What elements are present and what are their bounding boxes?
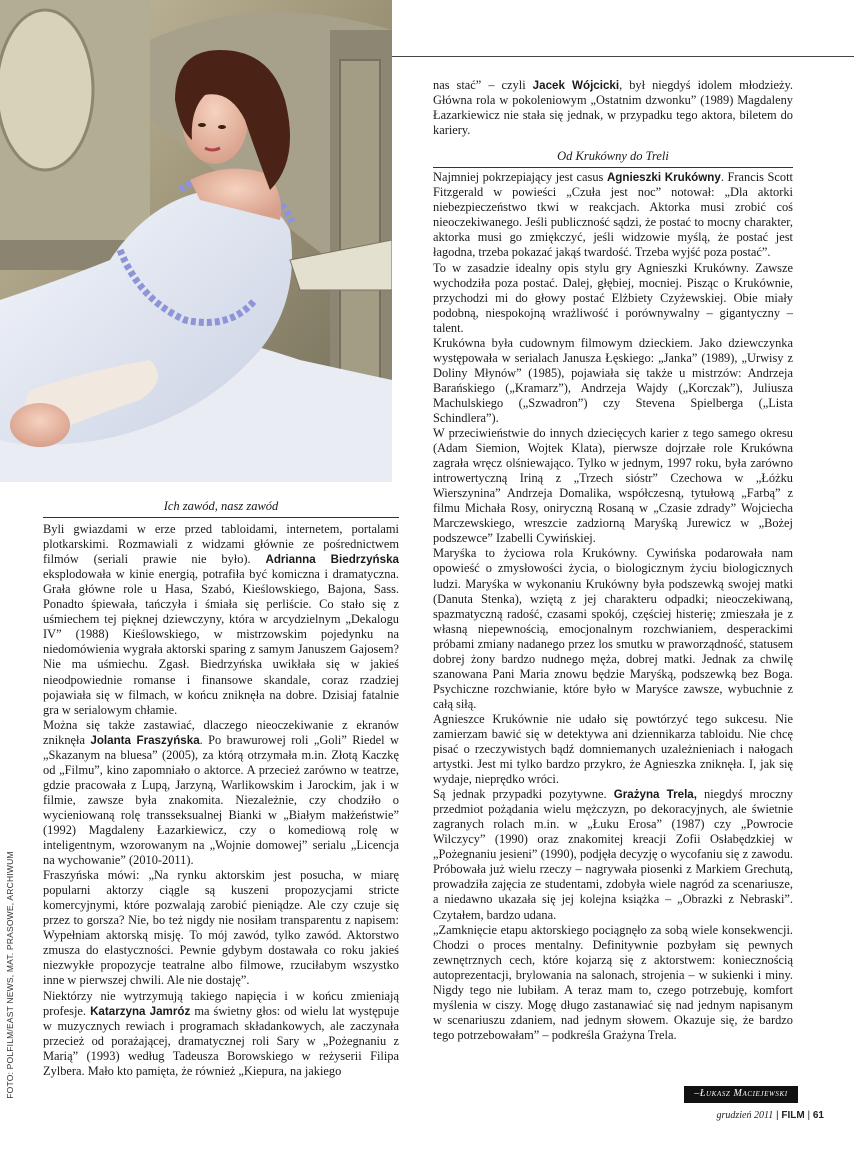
person-name: Adrianna Biedrzyńska	[265, 553, 399, 567]
paragraph: Są jednak przypadki pozytywne. Grażyna Trela, niegdyś mroczny przedmiot pożądania wielu mężczyzn, po dekoracyjnych, ale świetnie zagranych rolach m.in. w „Łuku Erosa” (1987) czy „Powrocie Wilczycy” (1990) oraz znakomitej kreacji Zofii Osłabędzkiej w „Pożegnaniu jesieni” (1990), podjęła decyzję o wycofaniu się z zawodu. Próbowała już wielu rzeczy – nagrywała piosenki z Markiem Grechutą, prowadziła zajęcia ze studentami, zdobyła wiele nagród za scenariusze, a niedawno ukazała się jej kolejna książka – „Obrazki z Nebraski”. Czytałem, bardzo udana.	[433, 787, 794, 922]
paragraph: Najmniej pokrzepiający jest casus Agnieszki Krukówny. Francis Scott Fitzgerald w powieści „Czuła jest noc” notował: „Dla aktorki niebezpieczeństwo tkwi w reakcjach. Aktorka musi zrobić coś nieoczekiwanego. Jeśli publiczność sądzi, że postać to mocny charakter, aktorka musi go zmiękczyć, jeśli widzowie myślą, że postać jest łagodna, trzeba pokazać jakąś twardość. Trzeba wyjść poza postać”.	[433, 170, 794, 260]
photo-credit: FOTO: POLFILM/EAST NEWS, MAT. PRASOWE, ARCHIWUM	[5, 851, 15, 1099]
paragraph: W przeciwieństwie do innych dziecięcych karier z tego samego okresu (Adam Siemion, Wojtek Klata), pierwsze dojrzałe role Krukówna zagrała wręcz olśniewająco. Tylko w jednym, 1997 roku, była zarówno introwertyczną Iriną z „Trzech sióstr” Czechowa w „Łóżku Wierszynina” Andrzeja Domalika, współczesną, tytułową „Farbą” z filmu Michała Rosy, oniryczną Rosaną w „Czasie zdrady” Wojciecha Marczewskiego, wreszcie zadziorną Maryśką Jurewicz w „Bożej podszewce” Izabelli Cywińskiej.	[433, 426, 793, 546]
person-name: Katarzyna Jamróz	[90, 1004, 191, 1018]
paragraph: To w zasadzie idealny opis stylu gry Agnieszki Krukówny. Zawsze wychodziła poza postać. Dalej, głębiej, mocniej. Pisząc o Krukównie, przychodzi mi do głowy postać Elżbiety Czyżewskiej. Obie miały podobną, niespokojną wrażliwość i porównywalny – gigantyczny – talent.	[433, 260, 793, 335]
paragraph: Krukówna była cudownym filmowym dzieckiem. Jako dziewczynka występowała w serialach Janusza Łęskiego: „Janka” (1989), „Urwisy z Doliny Młynów” (1985), pojawiała się także u mistrzów: Andrzeja Barańskiego („Kramarz”), Andrzeja Wajdy („Korczak”), Juliusza Machulskiego („Szwadron”) czy Stevena Spielberga („Lista Schindlera”).	[433, 335, 793, 425]
right-column	[433, 78, 793, 1043]
author-rule	[684, 1102, 798, 1103]
paragraph: nas stać” – czyli Jacek Wójcicki, był niegdyś idolem młodzieży. Główna rola w pokoleniowym „Ostatnim dzwonku” (1989) Magdaleny Łazarkiewicz nie stała się jednak, w przypadku tego aktora, biletem do kariery.	[433, 78, 793, 138]
author-signature: –Łukasz Maciejewski	[684, 1086, 798, 1102]
page-number: 61	[812, 1110, 824, 1121]
paragraph: Agnieszce Krukównie nie udało się powtórzyć tego sukcesu. Nie zamierzam bawić się w detektywa ani dziennikarza tabloidu. Nie chcę pisać o rzeczywistych bądź domniemanych uzależnieniach i nałogach artystki. Jest mi tylko bardzo przykro, że Agnieszka zniknęła. I, jak się wydaje, nieprędko wróci.	[433, 711, 793, 787]
paragraph: „Zamknięcie etapu aktorskiego pociągnęło za sobą wiele konsekwencji. Chodzi o proces mentalny. Definitywnie pozbyłam się pewnych zewnętrznych cech, które kojarzą się z aktorstwem: koniecznością autoprezentacji, brylowania na salonach, strojenia – w sukienki i miny. Nigdy tego nie lubiłam. A teraz mam to, czego potrzebuję, komfort myślenia w ciszy. Mogę długo zastanawiać się nad jednym napisanym w scenariuszu zdaniem, nad jednym słowem. Okazuje się, że bardzo tego potrzebowałam” – podkreśla Grażyna Trela.	[433, 922, 793, 1042]
person-name: Jolanta Fraszyńska	[90, 733, 200, 747]
paragraph: Maryśka to życiowa rola Krukówny. Cywińska podarowała nam opowieść o zmysłowości życia, o biologicznym życiu biologicznych ludzi. Maryśka w wykonaniu Krukówny była podszewką swojej matki (Danuta Stenka), wziętą z jej charakteru odpadki; nieoczekiwaną, spazmatyczną radość, czasami spokój, częściej histerię; zmieszała je z własną niepewnością, emocjonalnym rozchwianiem, desperackimi próbami zmiany nadanego przez los smutku w praworządność, statusem dobrej żony bardzo nudnego męża, dobrej matki. Jednak za chwilę szanowana Pani Maria znowu będzie Maryśką, podszewką bez Boga. Psychiczne rozchwianie, które było w Maryśce zawsze, wybuchnie z całą siłą.	[433, 546, 793, 711]
photo-illustration	[0, 0, 392, 482]
paragraph: Można się także zastawiać, dlaczego nieoczekiwanie z ekranów zniknęła Jolanta Fraszyńska. Po brawurowej roli „Goli” Riedel w „Skazanym na bluesa” (2005), za którą otrzymała m.in. Złotą Kaczkę od „Filmu”, kino zapomniało o aktorce. A przecież zarówno w teatrze, gdzie pracowała z Lupą, Jarzyną, Warlikowskim i Jarockim, jak i w filmie, zawsze była znakomita. Niezależnie, czy chodziło o wycieniowaną rolę transseksualnej Bianki w „Białym małżeństwie” (1992) Magdaleny Łazarkiewicz, czy o komediową rolę w inteligentnym, wzorowanym na „Wojnie domowej” serialu „Licencja na wychowanie” (2010-2011).	[43, 717, 399, 868]
top-rule	[392, 56, 854, 57]
person-name: Jacek Wójcicki	[532, 79, 620, 92]
left-column	[43, 499, 399, 1079]
actress-photo	[0, 0, 392, 482]
paragraph: Byli gwiazdami w erze przed tabloidami, internetem, portalami plotkarskimi. Rozmawiali z widzami głównie ze pośrednictwem filmów (seriali prawie nie było). Adrianna Biedrzyńska eksplodowała w kinie energią, potrafiła być komiczna i dramatyczna. Grała główne role u Hasa, Szabó, Kieślowskiego, Bajona, Sass. Ponadto śpiewała, tańczyła i śmiała się perliście. Co stało się z uśmiechem tej pięknej dziewczyny, która w arcydzielnym „Dekalogu IV” (1988) Kieślowskiego, w mistrzowskim pojedynku na niedomówienia wygrała aktorski sparing z samym Januszem Gajosem? Nie ma uśmiechu. Zgasł. Biedrzyńska uwikłała się w jakieś nieodpowiednie romanse i finansowe skandale, coraz rzadziej pojawiała się w filmach, w końcu zniknęła na dobre. Dzisiaj fatalnie gra w serialowym chłamie.	[43, 522, 399, 717]
paragraph: Fraszyńska mówi: „Na rynku aktorskim jest posucha, w miarę popularni aktorzy ciągle są kuszeni propozycjami stricte komercyjnymi, które pozwalają zarobić pieniądze. Ale czy czuje się przez to gorsza? Nie, bo też nigdy nie nosiłam transparentu z napisem: Wypełniam aktorską misję. To mój zawód, tylko zawód. Aktorstwo zmusza do elastyczności. Pewnie gdybym dostawała co roku jakieś niezwykłe propozycje teatralne albo filmowe, rzuciłabym wszystko inne w pierwszej chwili. Ale nie dostaję”.	[43, 868, 399, 988]
issue-date: grudzień 2011	[716, 1110, 774, 1121]
section-heading-2: Od Krukówny do Treli	[433, 149, 793, 168]
person-name: Agnieszki Krukówny	[606, 171, 721, 185]
paragraph: Niektórzy nie wytrzymują takiego napięcia i w końcu zmieniają profesje. Katarzyna Jamróz ma świetny głos: od wielu lat występuje w muzycznych rewiach i programach składankowych, ale zaczynała przecież od porażającej, dramatycznej roli Sary w „Pożegnaniu z Marią” (1993) według Tadeusza Borowskiego w reżyserii Filipa Zylbera. Mało kto pamięta, że również „Kiepura, na jakiego	[43, 988, 399, 1078]
page-footer: grudzień 2011 | FILM | 61	[716, 1110, 824, 1121]
person-name: Grażyna Trela,	[613, 788, 697, 802]
section-heading-1: Ich zawód, nasz zawód	[43, 499, 399, 518]
magazine-name: FILM	[781, 1110, 805, 1121]
